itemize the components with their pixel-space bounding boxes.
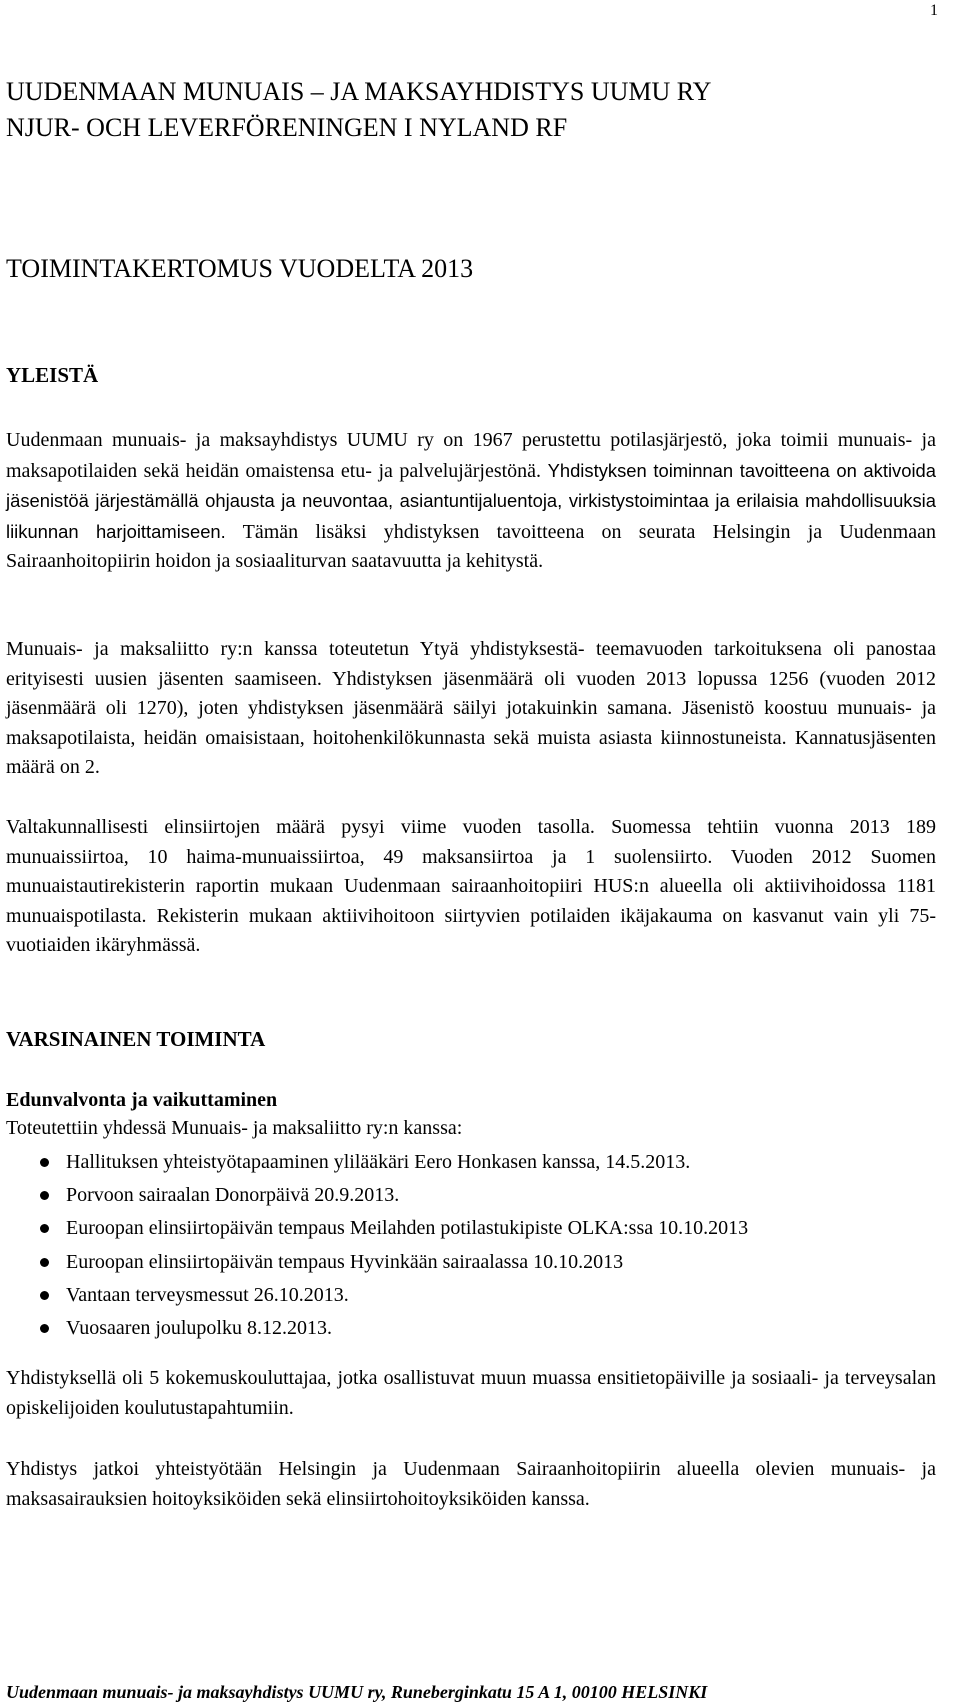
- paragraph-trainers: Yhdistyksellä oli 5 kokemuskouluttajaa, jotka osallistuvat muun muassa ensitietopäiville ja sosiaali- ja terveysalan opiskelijoiden koulutustapahtumiin.: [6, 1367, 936, 1419]
- bullet-icon: [40, 1291, 49, 1300]
- title-line-finnish: UUDENMAAN MUNUAIS – JA MAKSAYHDISTYS UUMU RY: [6, 77, 712, 106]
- footer-address: Uudenmaan munuais- ja maksayhdistys UUMU ry, Runeberginkatu 15 A 1, 00100 HELSINKI: [6, 1682, 708, 1702]
- event-text: Hallituksen yhteistyötapaaminen ylilääkäri Eero Honkasen kanssa, 14.5.2013.: [66, 1151, 691, 1173]
- list-item: [0, 1312, 950, 1345]
- paragraph-membership: Munuais- ja maksaliitto ry:n kanssa toteutetun Ytyä yhdistyksestä- teemavuoden tarkoituksena oli panostaa erityisesti uusien jäsenten saamiseen. Yhdistyksen jäsenmäärä oli vuoden 2013 lopussa 1256 (vuoden 2012 jäsenmäärä oli 1270), joten yhdistyksen jäsenmäärä säilyi jotakuinkin samana. Jäsenistö koostuu munuais- ja maksapotilaista, heidän omaisistaan, hoitohenkilökunnasta sekä muista asiasta kiinnostuneista. Kannatusjäsenten määrä on 2.: [6, 638, 936, 778]
- bullet-icon: [40, 1158, 49, 1167]
- events-intro: Toteutettiin yhdessä Munuais- ja maksaliitto ry:n kanssa:: [6, 1117, 463, 1139]
- event-text: Porvoon sairaalan Donorpäivä 20.9.2013.: [66, 1184, 400, 1207]
- paragraph-purpose: [6, 426, 936, 577]
- paragraph-transplants: Valtakunnallisesti elinsiirtojen määrä pysyi viime vuoden tasolla. Suomessa tehtiin vuonna 2013 189 munuaissiirtoa, 10 haima-munuaissiirtoa, 49 maksansiirtoa ja 1 suolensiirto. Vuoden 2012 Suomen munuaistautirekisterin raportin mukaan Uudenmaan sairaanhoitopiiri HUS:n alueella oli aktiivihoidossa 1181 munuaispotilasta. Rekisterin mukaan aktiivihoitoon siirtyvien potilaiden ikäjakauma on kasvanut vain yli 75-vuotiaiden ikäryhmässä.: [6, 816, 936, 956]
- event-text: Vuosaaren joulupolku 8.12.2013.: [66, 1317, 332, 1340]
- event-text: Vantaan terveysmessut 26.10.2013.: [66, 1283, 349, 1306]
- subheading-edunvalvonta: Edunvalvonta ja vaikuttaminen: [6, 1089, 278, 1111]
- bullet-icon: [40, 1191, 49, 1200]
- purpose-end-text: Tämän lisäksi yhdistyksen tavoitteena on seurata Helsingin ja Uudenmaan Sairaanhoitopiirin hoidon ja sosiaaliturvan saatavuutta ja kehitystä.: [6, 520, 936, 572]
- events-list: [0, 1146, 950, 1345]
- section-heading-yleista: YLEISTÄ: [6, 363, 99, 387]
- list-item: [0, 1179, 950, 1212]
- organization-title: [6, 74, 946, 146]
- paragraph-cooperation: Yhdistys jatkoi yhteistyötään Helsingin ja Uudenmaan Sairaanhoitopiirin alueella olevien munuais- ja maksasairauksien hoitoyksiköiden sekä elinsiirtohoitoyksiköiden kanssa.: [6, 1458, 936, 1510]
- purpose-sans-text: Yhdistyksen toiminnan tavoitteena on aktivoida jäsenistöä järjestämällä ohjausta ja neuvontaa, asiantuntijaluentoja, virkistystoimintaa ja erilaisia mahdollisuuksia liikunnan harjoittamiseen.: [6, 459, 937, 542]
- page-number: 1: [930, 2, 938, 19]
- bullet-icon: [40, 1224, 49, 1233]
- event-text: Euroopan elinsiirtopäivän tempaus Hyvinkään sairaalassa 10.10.2013: [66, 1250, 624, 1273]
- list-item: [0, 1279, 950, 1312]
- bullet-icon: [40, 1324, 49, 1333]
- list-item: [0, 1212, 950, 1245]
- document-title: TOIMINTAKERTOMUS VUODELTA 2013: [6, 254, 474, 283]
- title-line-swedish: NJUR- OCH LEVERFÖRENINGEN I NYLAND RF: [6, 113, 568, 142]
- list-item: [0, 1246, 950, 1279]
- section-heading-varsinainen-toiminta: VARSINAINEN TOIMINTA: [6, 1027, 266, 1051]
- list-item: [0, 1146, 950, 1179]
- purpose-serif-text: Uudenmaan munuais- ja maksayhdistys UUMU ry on 1967 perustettu potilasjärjestö, joka toimii munuais- ja maksapotilaiden sekä heidän omaistensa etu- ja palvelujärjestönä.: [6, 429, 936, 482]
- event-text: Euroopan elinsiirtopäivän tempaus Meilahden potilastukipiste OLKA:ssa 10.10.2013: [66, 1217, 749, 1240]
- bullet-icon: [40, 1258, 49, 1267]
